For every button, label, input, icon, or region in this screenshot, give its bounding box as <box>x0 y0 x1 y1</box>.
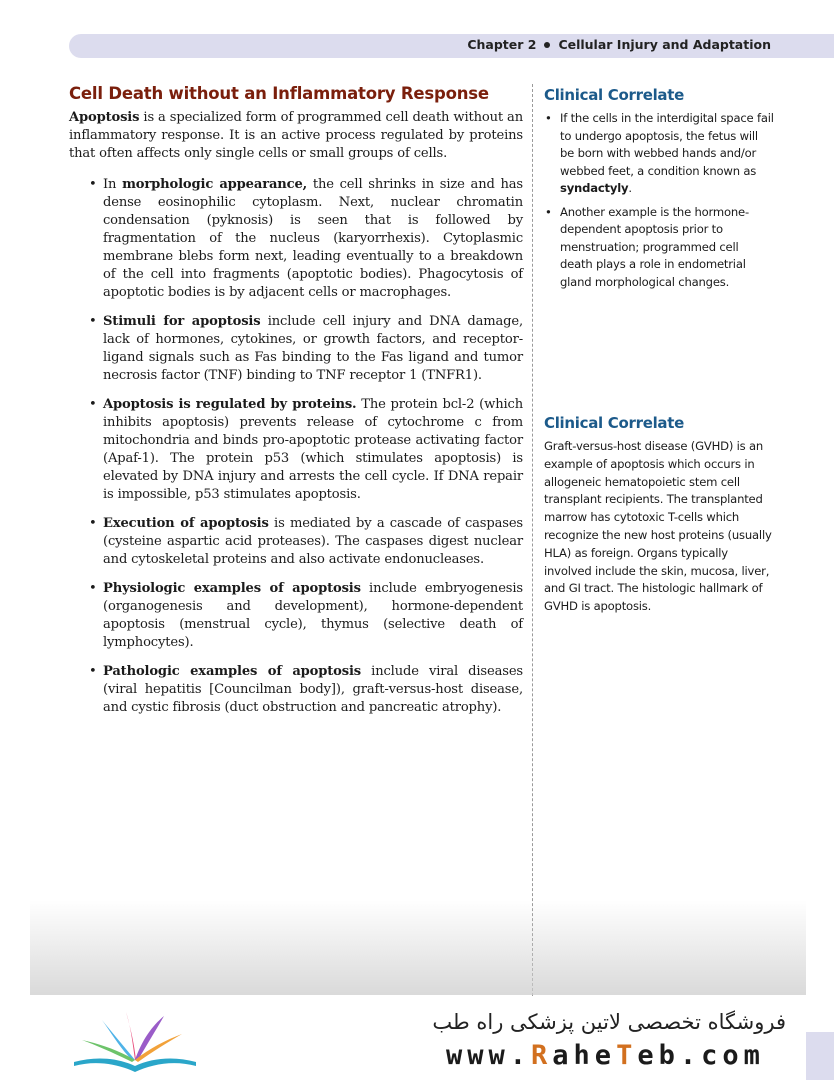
chapter-label: Chapter 2 <box>467 37 537 52</box>
correlate-bold: syndactyly <box>560 181 629 195</box>
intro-text: is a specialized form of programmed cell death without an inflammatory response. It is an active process regulated by proteins that often affects only single cells or small groups of cells. <box>69 110 523 161</box>
url-accent-t: T <box>616 1040 638 1071</box>
clinical-correlate-title: Clinical Correlate <box>544 86 684 104</box>
correlate-tail: . <box>628 181 632 195</box>
bullet-lead: In <box>103 177 123 192</box>
clinical-correlate-text: Graft-versus-host disease (GVHD) is an example of apoptosis which occurs in allogeneic hematopoietic stem cell transplant recipients. The transplanted marrow has cytotoxic T-cells which recognize the new host proteins (usually HLA) as foreign. Organs typically involved include the skin, mucosa, liver, and GI tract. The histologic hallmark of GVHD is apoptosis. <box>544 439 772 614</box>
clinical-correlate-title: Clinical Correlate <box>544 414 684 432</box>
url-mid: ahe <box>552 1040 617 1071</box>
column-divider <box>532 84 533 996</box>
bullet-bold: morphologic appearance, <box>122 177 308 192</box>
intro-term: Apoptosis <box>69 110 140 125</box>
intro-paragraph <box>69 109 523 163</box>
section-title: Cell Death without an Inflammatory Response <box>69 84 489 103</box>
page-bottom-shadow <box>30 900 806 995</box>
bullet-text: the cell shrinks in size and has dense eosinophilic cytoplasm. Next, nuclear chromatin condensation (pyknosis) is seen that is followed by fragmentation of the nucleus (karyorrhexis). Cytoplasmic membrane blebs form next, leading eventually to a breakdown of the cell into fragments (apoptotic bodies). Phagocytosis of apoptotic bodies is by adjacent cells or macrophages. <box>103 177 523 300</box>
chapter-title: Cellular Injury and Adaptation <box>558 37 771 52</box>
bullet-icon: • <box>89 314 97 329</box>
bullet-icon: • <box>89 664 97 679</box>
correlate-text: If the cells in the interdigital space fail to undergo apoptosis, the fetus will be born with webbed hands and/or webbed feet, a condition known as <box>560 111 774 178</box>
url-end: eb.com <box>637 1040 765 1071</box>
bullet-text: The protein bcl-2 (which inhibits apoptosis) prevents release of cytochrome c from mitochondria and binds pro-apoptotic protease activating factor (Apaf-1). The protein p53 (which stimulates apoptosis) is elevated by DNA injury and arrests the cell cycle. If DNA repair is impossible, p53 stimulates apoptosis. <box>103 397 523 502</box>
website-url[interactable] <box>446 1040 765 1071</box>
correlate-item <box>544 204 774 292</box>
bullet-bold: Pathologic examples of apoptosis <box>103 664 362 679</box>
bullet-icon: • <box>89 581 97 596</box>
bullet-icon: • <box>89 177 97 192</box>
bullet-bold: Physiologic examples of apoptosis <box>103 581 361 596</box>
bullet-stimuli <box>89 313 523 385</box>
bullet-bold: Stimuli for apoptosis <box>103 314 261 329</box>
page-corner-block <box>806 1032 834 1080</box>
main-column <box>69 84 523 728</box>
bullet-text: include cell injury and DNA damage, lack of hormones, cytokines, or growth factors, and receptor-ligand signals such as Fas binding to the Fas ligand and tumor necrosis factor (TNF) binding to TNF receptor 1 (TNFR1). <box>103 314 523 383</box>
bullet-execution <box>89 515 523 569</box>
bullet-bold: Apoptosis is regulated by proteins. <box>103 397 357 412</box>
bullet-bold: Execution of apoptosis <box>103 516 269 531</box>
bullet-regulation <box>89 396 523 504</box>
apoptosis-bullet-list <box>69 176 523 717</box>
running-header <box>467 37 771 52</box>
bullet-icon: • <box>545 111 552 125</box>
bullet-icon: • <box>89 516 97 531</box>
bullet-text: include viral diseases (viral hepatitis [Councilman body]), graft-versus-host disease, and cystic fibrosis (duct obstruction and pancreatic atrophy). <box>103 664 523 715</box>
correlate-item <box>544 110 774 198</box>
bullet-morphology <box>89 176 523 302</box>
bullet-text: is mediated by a cascade of caspases (cysteine aspartic acid proteases). The caspases digest nuclear and cytoskeletal proteins and also activate endonucleases. <box>103 516 523 567</box>
correlate-text: Another example is the hormone-dependent apoptosis prior to menstruation; programmed cell death plays a role in endometrial gland morphological changes. <box>560 204 749 289</box>
open-book-icon <box>72 1008 198 1074</box>
store-name: فروشگاه تخصصی لاتین پزشکی راه طب <box>432 1010 786 1034</box>
bullet-pathologic <box>89 663 523 717</box>
bullet-text: include embryogenesis (organogenesis and development), hormone-dependent apoptosis (menstrual cycle), thymus (selective death of lymphocytes). <box>103 581 523 650</box>
clinical-correlate-box-1 <box>544 86 774 297</box>
url-prefix: www. <box>446 1040 532 1071</box>
clinical-correlate-list <box>544 110 774 291</box>
clinical-correlate-box-2 <box>544 414 774 616</box>
url-accent-r: R <box>531 1040 553 1071</box>
bullet-icon: • <box>89 397 97 412</box>
bullet-icon: • <box>545 204 552 219</box>
bullet-physiologic <box>89 580 523 652</box>
bullet-separator-icon <box>544 42 550 48</box>
